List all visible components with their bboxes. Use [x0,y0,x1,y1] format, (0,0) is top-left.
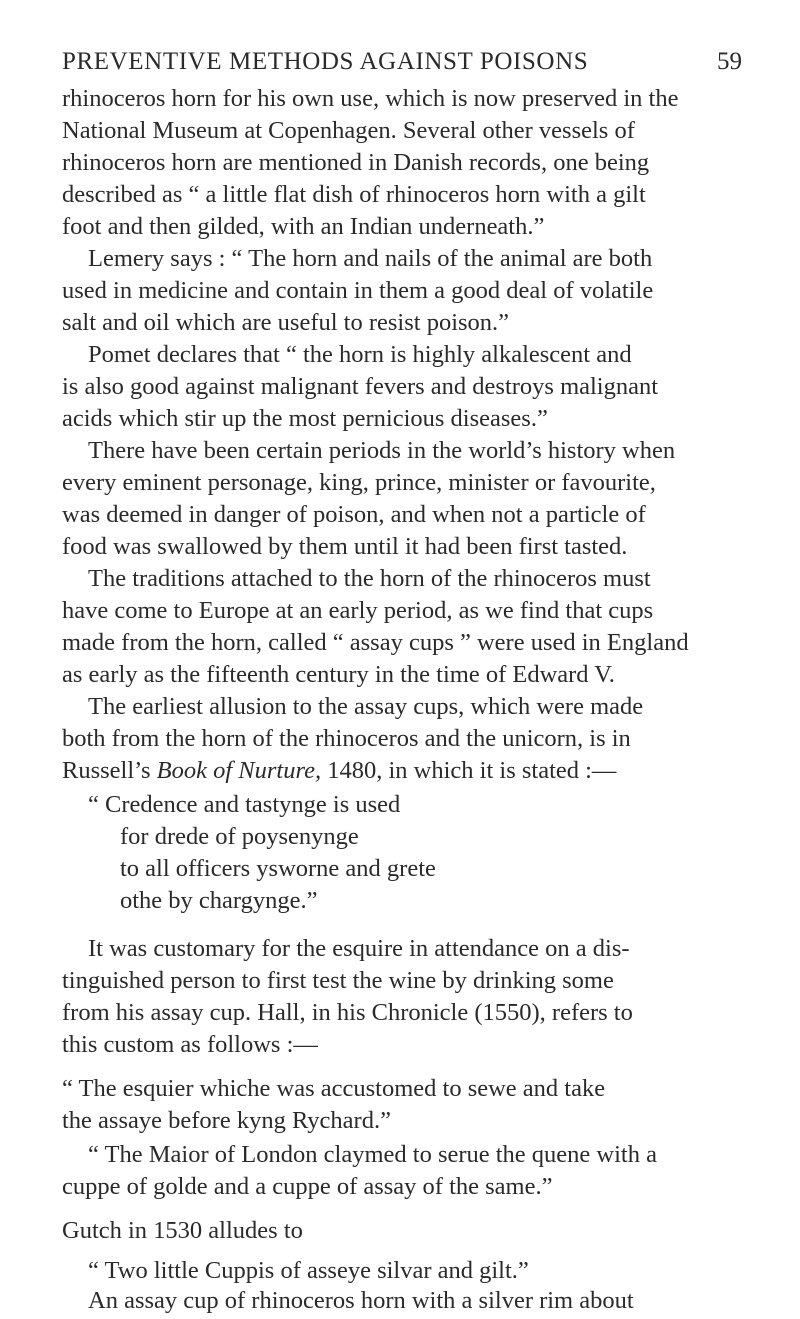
running-head: PREVENTIVE METHODS AGAINST POISONS [62,48,589,75]
text-segment: 1480, in which it is stated :— [321,757,617,784]
text-line: this custom as follows :— [62,1031,318,1058]
text-line: every eminent personage, king, prince, minister or favourite, [62,469,656,496]
text-line: Gutch in 1530 alludes to [62,1217,303,1244]
quote-line: the assaye before kyng Rychard.” [62,1107,391,1134]
quote-line: “ The Maior of London claymed to serue the quene with a [88,1141,657,1168]
text-line: as early as the fifteenth century in the time of Edward V. [62,661,615,688]
text-line: was deemed in danger of poison, and when not a particle of [62,501,646,528]
text-line: An assay cup of rhinoceros horn with a silver rim about [88,1287,634,1314]
text-line: National Museum at Copenhagen. Several other vessels of [62,117,635,144]
text-line: tinguished person to first test the wine by drinking some [62,967,614,994]
text-segment: Russell’s [62,757,157,784]
quote-line: “ The esquier whiche was accustomed to sewe and take [62,1075,606,1102]
verse-line: othe by chargynge.” [120,887,318,914]
text-line: salt and oil which are useful to resist poison.” [62,309,510,336]
text-line: It was customary for the esquire in attendance on a dis- [88,935,630,962]
text-line: is also good against malignant fevers and destroys malignant [62,373,659,400]
text-line: made from the horn, called “ assay cups ” were used in England [62,629,689,656]
book-title: Book of Nurture, [156,757,322,784]
text-line [62,756,616,786]
text-line: both from the horn of the rhinoceros and the unicorn, is in [62,725,631,752]
verse-line: for drede of poysenynge [120,823,359,850]
text-line: acids which stir up the most pernicious diseases.” [62,405,548,432]
verse-line: “ Credence and tastynge is used [88,791,401,818]
text-line: have come to Europe at an early period, as we find that cups [62,597,654,624]
page-header [62,48,742,84]
page-number: 59 [717,48,742,75]
text-line: food was swallowed by them until it had been first tasted. [62,533,628,560]
text-line: The earliest allusion to the assay cups, which were made [88,693,644,720]
verse-line: to all officers ysworne and grete [120,855,436,882]
text-line: Pomet declares that “ the horn is highly alkalescent and [88,341,632,368]
text-line: rhinoceros horn for his own use, which is now preserved in the [62,85,679,112]
text-line: described as “ a little flat dish of rhinoceros horn with a gilt [62,181,646,208]
text-line: Lemery says : “ The horn and nails of the animal are both [88,245,653,272]
text-line: There have been certain periods in the world’s history when [88,437,676,464]
text-line: from his assay cup. Hall, in his Chronicle (1550), refers to [62,999,633,1026]
text-line: rhinoceros horn are mentioned in Danish records, one being [62,149,650,176]
text-line: used in medicine and contain in them a good deal of volatile [62,277,654,304]
quote-line: “ Two little Cuppis of asseye silvar and gilt.” [88,1257,529,1284]
text-line: foot and then gilded, with an Indian underneath.” [62,213,545,240]
quote-line: cuppe of golde and a cuppe of assay of the same.” [62,1173,553,1200]
text-line: The traditions attached to the horn of the rhinoceros must [88,565,651,592]
